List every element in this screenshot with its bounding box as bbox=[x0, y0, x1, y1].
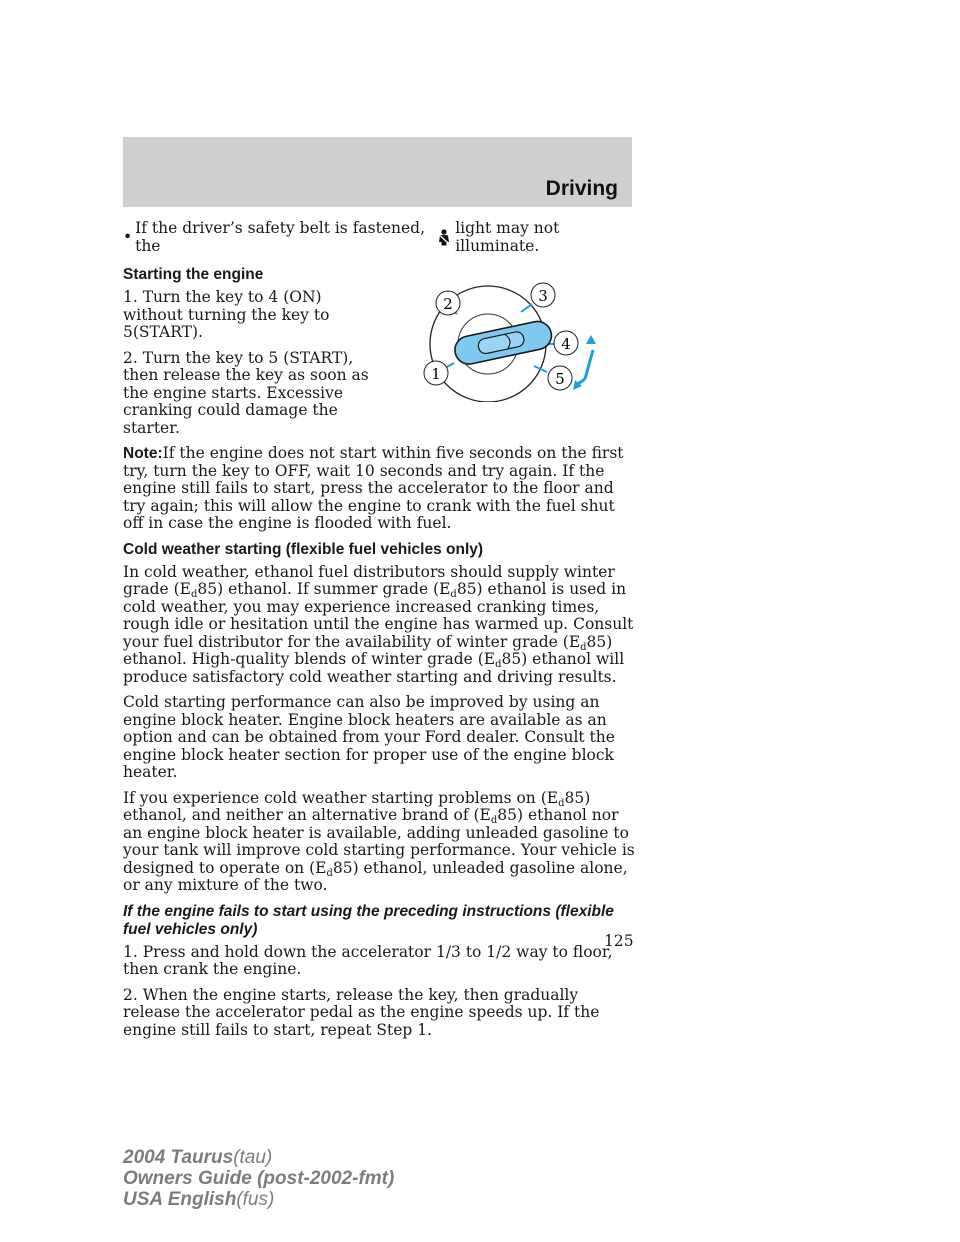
seatbelt-warning-icon bbox=[437, 229, 451, 246]
position-label-1: 1 bbox=[431, 365, 441, 383]
note-label: Note: bbox=[123, 445, 163, 462]
ignition-diagram bbox=[410, 272, 625, 402]
header-bar bbox=[123, 137, 632, 207]
heading-cold-weather: Cold weather starting (flexible fuel vehicles only) bbox=[123, 540, 484, 558]
note-text: If the engine does not start within five seconds on the first try, turn the key to OFF, wait 10 seconds and try again. If the engine still fails to start, press the accelerator to the floor and try again; this will allow the engine to crank with the fuel shut off in case the engine is flooded with fuel. bbox=[123, 444, 624, 532]
section-title: Driving bbox=[545, 177, 618, 200]
position-label-3: 3 bbox=[538, 287, 548, 305]
footer-line-1: 2004 Taurus(tau) bbox=[123, 1147, 273, 1168]
bullet-dot: • bbox=[123, 227, 133, 246]
fails-step-2: 2. When the engine starts, release the key, then gradually release the accelerator pedal as the engine speeds up. If the engine still fails to start, repeat Step 1. bbox=[123, 985, 600, 1039]
starting-note bbox=[123, 445, 635, 533]
footer-line-2: Owners Guide (post-2002-fmt) bbox=[123, 1168, 395, 1189]
fails-step-1: 1. Press and hold down the accelerator 1/3 to 1/2 way to floor, then crank the engine. bbox=[123, 942, 613, 978]
starting-step-2: 2. Turn the key to 5 (START), then release the key as soon as the engine starts. Excessive cranking could damage the starter. bbox=[123, 348, 369, 437]
starting-step-1: 1. Turn the key to 4 (ON) without turning the key to 5(START). bbox=[123, 288, 330, 341]
footer-line-3: USA English(fus) bbox=[123, 1189, 275, 1210]
footer-doc-info bbox=[123, 1147, 394, 1210]
cold-paragraph-3: If you experience cold weather starting problems on $(E_d85)$ ethanol, and neither an alternative brand of $(E_d85)$ ethanol nor an engine block heater is available, adding unleaded gasoline to your tank will improve cold starting performance. Your vehicle is designed to operate on $(E_d85)$ ethanol, unleaded gasoline alone, or any mixture of the two. bbox=[123, 788, 635, 894]
bullet-text-before: If the driver’s safety belt is fastened, the bbox=[135, 219, 426, 255]
bullet-text-after: light may not illuminate. bbox=[455, 219, 560, 255]
heading-fails-to-start: If the engine fails to start using the preceding instructions (flexible fuel vehicles only) bbox=[123, 902, 614, 938]
cold-paragraph-1: In cold weather, ethanol fuel distributors should supply winter grade $(E_d85)$ ethanol. If summer grade $(E_d85)$ ethanol is used in cold weather, you may experience increased cranking times, rough idle or hesitation until the engine has warmed up. Consult your fuel distributor for the availability of winter grade $(E_d85)$ ethanol. High-quality blends of winter grade $(E_d85)$ ethanol will produce satisfactory cold weather starting and driving results. bbox=[123, 562, 634, 686]
cold-paragraph-2: Cold starting performance can also be improved by using an engine block heater. Engine block heaters are available as an option and can be obtained from your Ford dealer. Consult the engine block heater section for proper use of the engine block heater. bbox=[123, 693, 615, 781]
position-label-2: 2 bbox=[443, 295, 453, 313]
page-number: 125 bbox=[604, 932, 634, 950]
heading-starting-engine: Starting the engine bbox=[123, 266, 264, 283]
position-label-4: 4 bbox=[561, 335, 571, 353]
bullet-item bbox=[123, 220, 635, 255]
position-label-5: 5 bbox=[555, 370, 565, 388]
